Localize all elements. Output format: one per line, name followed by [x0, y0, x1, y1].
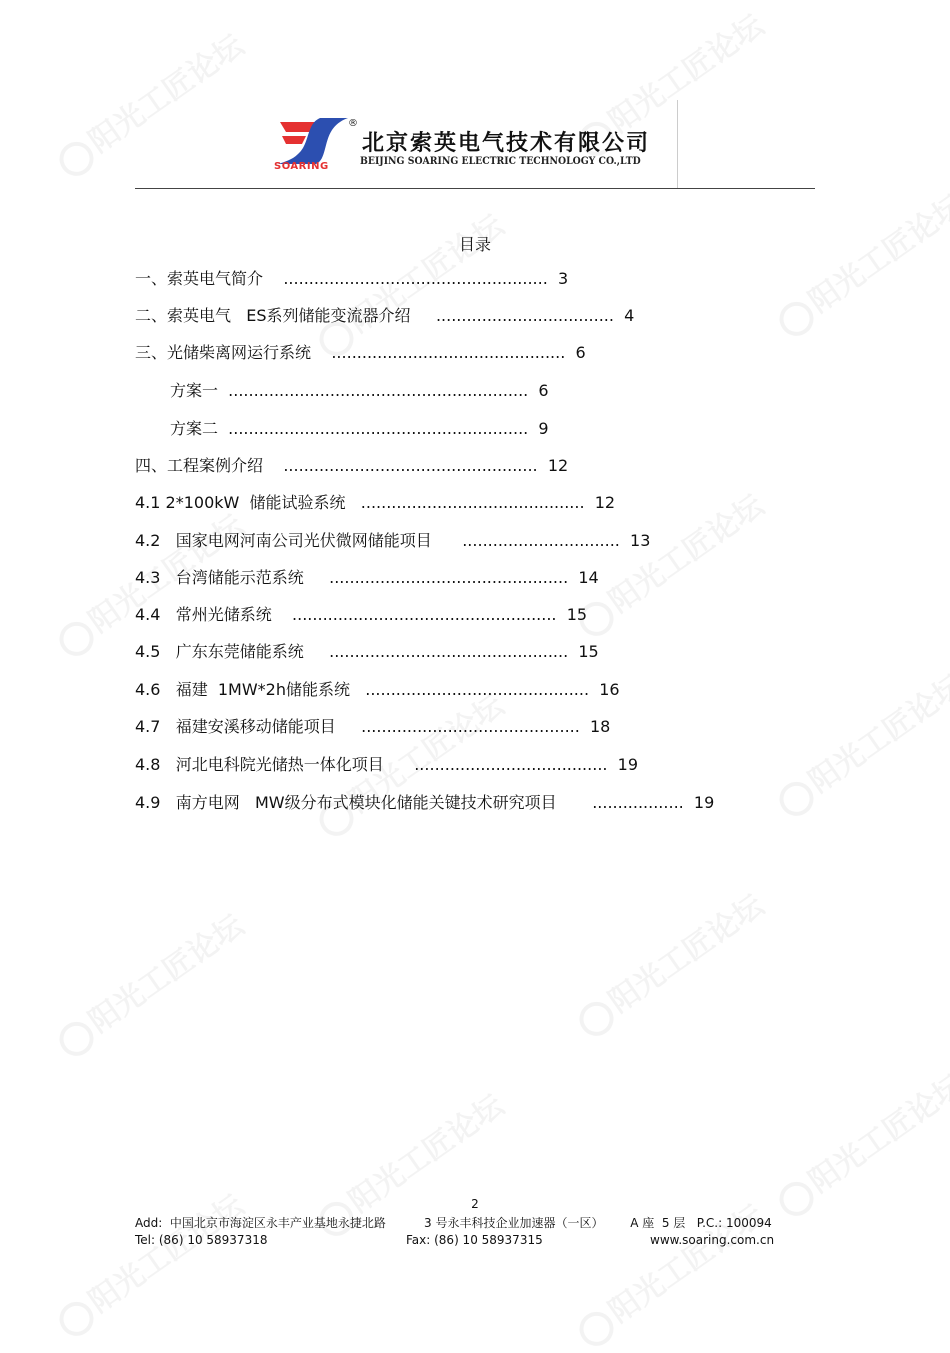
watermark-text [803, 668, 950, 800]
toc-entry[interactable]: 4.3 台湾储能示范系统 ............................................... 14 [135, 568, 599, 587]
toc-entry[interactable]: 一、索英电气简介 .................................................... 3 [135, 269, 569, 288]
watermark-stamp [567, 881, 771, 1042]
watermark-text [603, 488, 771, 620]
toc-entry[interactable]: 方案二 ........................................................... 9 [170, 419, 549, 438]
page-number: 2 [471, 1197, 479, 1211]
watermark-text [83, 28, 251, 160]
watermark-text [803, 1068, 950, 1200]
toc-entry[interactable]: 4.4 常州光储系统 .................................................... 15 [135, 605, 588, 624]
company-name-cn: 北京索英电气技术有限公司 [362, 131, 651, 156]
watermark-circle-icon [573, 995, 620, 1042]
watermark-stamp [47, 901, 251, 1062]
toc-entry[interactable]: 4.5 广东东莞储能系统 ............................................... 15 [135, 642, 599, 661]
watermark-circle-icon [53, 1295, 100, 1342]
toc-entry[interactable]: 4.8 河北电科院光储热一体化项目 ...................................... 19 [135, 755, 639, 774]
toc-entry[interactable]: 三、光储柴离网运行系统 .............................................. 6 [135, 343, 586, 362]
footer-tel: Tel: (86) 10 58937318 [135, 1233, 268, 1247]
watermark-text [83, 908, 251, 1040]
toc-entry[interactable]: 4.1 2*100kW 储能试验系统 ............................................ 12 [135, 493, 616, 512]
toc-entry[interactable]: 方案一 ........................................................... 6 [170, 381, 549, 400]
watermark-stamp [767, 661, 950, 822]
logo-wordmark: SOARING [274, 161, 329, 172]
watermark-circle-icon [773, 775, 820, 822]
toc-entry[interactable]: 4.6 福建 1MW*2h储能系统 ............................................ 16 [135, 680, 620, 699]
toc-entry[interactable]: 4.9 南方电网 MW级分布式模块化储能关键技术研究项目 .................. 19 [135, 793, 715, 812]
watermark-circle-icon [53, 615, 100, 662]
watermark-stamp [767, 181, 950, 342]
header-divider [677, 100, 678, 188]
toc-entry[interactable]: 二、索英电气 ES系列储能变流器介绍 ................................... 4 [135, 306, 635, 325]
footer-fax: Fax: (86) 10 58937315 [406, 1233, 543, 1247]
watermark-circle-icon [53, 1015, 100, 1062]
toc-entry[interactable]: 4.7 福建安溪移动储能项目 ........................................... 18 [135, 717, 611, 736]
header-rule [135, 188, 815, 189]
company-name-en: BEIJING SOARING ELECTRIC TECHNOLOGY CO.,LTD [360, 156, 641, 167]
watermark-text [603, 888, 771, 1020]
letterhead [270, 100, 680, 188]
toc-title: 目录 [458, 235, 491, 254]
watermark-circle-icon [773, 295, 820, 342]
watermark-stamp [47, 21, 251, 182]
footer-website[interactable]: www.soaring.com.cn [650, 1233, 775, 1247]
footer-address: Add: 中国北京市海淀区永丰产业基地永捷北路 3 号永丰科技企业加速器（一区） A 座 5 层 P.C.: 100094 [135, 1216, 772, 1230]
toc-entry[interactable]: 四、工程案例介绍 .................................................. 12 [135, 456, 569, 475]
registered-mark: ® [348, 118, 358, 129]
watermark-circle-icon [573, 1305, 620, 1352]
watermark-circle-icon [53, 135, 100, 182]
toc-entry[interactable]: 4.2 国家电网河南公司光伏微网储能项目 ............................... 13 [135, 531, 651, 550]
